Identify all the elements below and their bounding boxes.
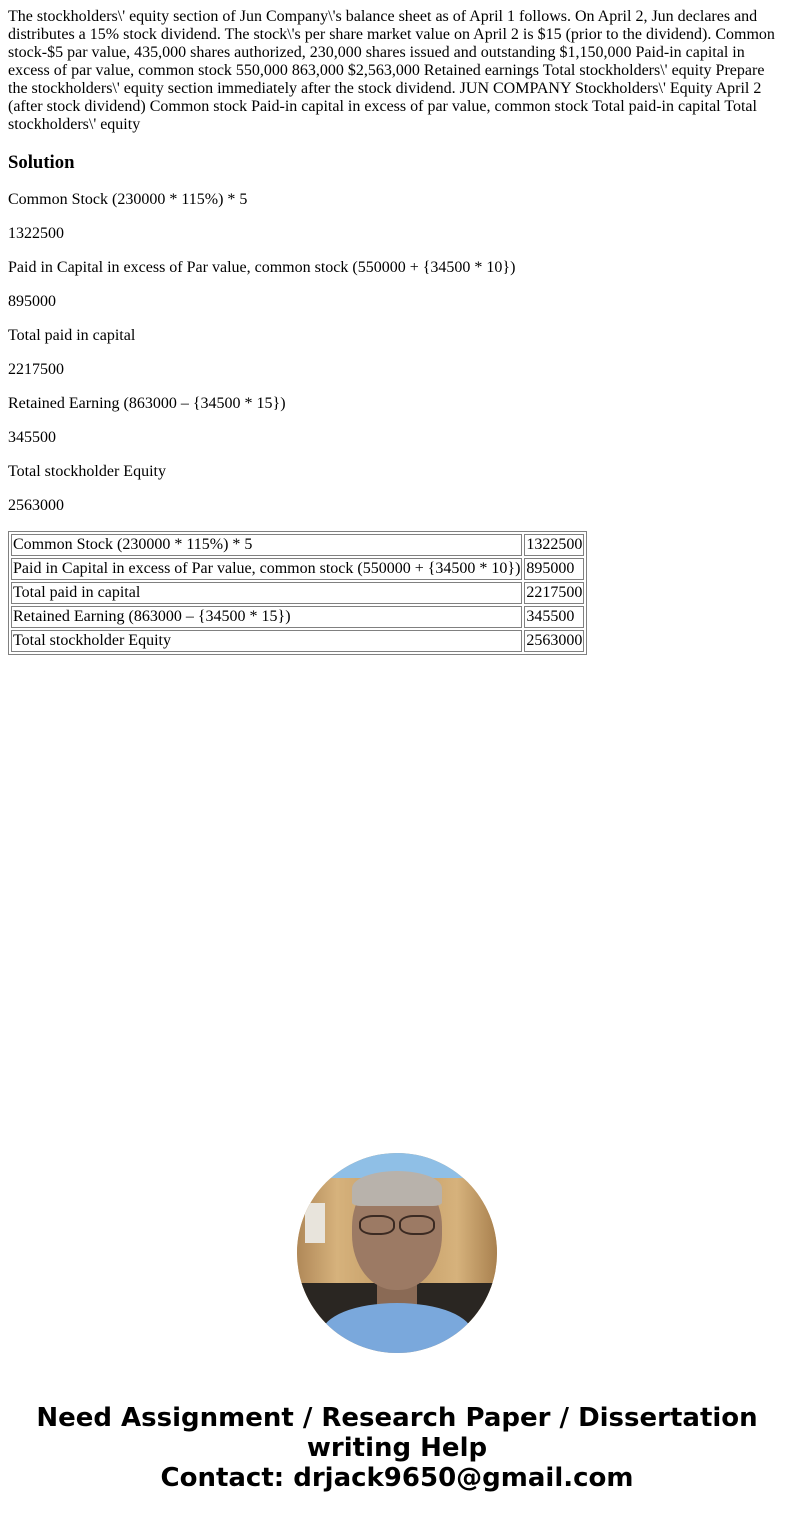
row-label: Retained Earning (863000 – {34500 * 15}) <box>11 606 522 628</box>
promo-contact: Contact: drjack9650@gmail.com <box>160 1463 634 1493</box>
solution-line: Paid in Capital in excess of Par value, common stock (550000 + {34500 * 10}) <box>8 259 516 276</box>
row-value: 2563000 <box>524 630 584 652</box>
question-text: The stockholders\' equity section of Jun Company\'s balance sheet as of April 1 follows. On April 2, Jun declares and distributes a 15% stock dividend. The stock\'s per share market value on April 2 is $15 (prior to the dividend). Common stock-$5 par value, 435,000 shares authorized, 230,000 shares issued and outstanding $1,150,000 Paid-in capital in excess of par value, common stock 550,000 863,000 $2,563,000 Retained earnings Total stockholders\' equity Prepare the stockholders\' equity section immediately after the stock dividend. JUN COMPANY Stockholders\' Equity April 2 (after stock dividend) Common stock Paid-in capital in excess of par value, common stock Total paid-in capital Total stockholders\' equity <box>8 8 775 133</box>
solution-heading: Solution <box>8 152 75 173</box>
row-value: 2217500 <box>524 582 584 604</box>
solution-line: Common Stock (230000 * 115%) * 5 <box>8 191 248 208</box>
promo-line-1: Need Assignment / Research Paper / Dissertation <box>36 1403 758 1433</box>
solution-line: Retained Earning (863000 – {34500 * 15}) <box>8 395 286 412</box>
row-value: 345500 <box>524 606 584 628</box>
solution-value: 345500 <box>8 429 56 446</box>
document-body <box>0 0 794 655</box>
answer-table <box>8 531 587 655</box>
promo-section <box>0 1153 794 1493</box>
row-label: Total paid in capital <box>11 582 522 604</box>
solution-value: 2563000 <box>8 497 64 514</box>
row-value: 1322500 <box>524 534 584 556</box>
row-value: 895000 <box>524 558 584 580</box>
table-row <box>11 582 584 604</box>
avatar <box>297 1153 497 1353</box>
table-row <box>11 630 584 652</box>
promo-line-2: writing Help <box>306 1433 488 1463</box>
table-row <box>11 558 584 580</box>
table-row <box>11 534 584 556</box>
solution-value: 2217500 <box>8 361 64 378</box>
solution-line: Total paid in capital <box>8 327 136 344</box>
solution-value: 895000 <box>8 293 56 310</box>
row-label: Common Stock (230000 * 115%) * 5 <box>11 534 522 556</box>
glasses-icon <box>359 1215 435 1233</box>
table-row <box>11 606 584 628</box>
row-label: Paid in Capital in excess of Par value, common stock (550000 + {34500 * 10}) <box>11 558 522 580</box>
promo-text <box>0 1403 794 1493</box>
row-label: Total stockholder Equity <box>11 630 522 652</box>
solution-value: 1322500 <box>8 225 64 242</box>
solution-line: Total stockholder Equity <box>8 463 166 480</box>
